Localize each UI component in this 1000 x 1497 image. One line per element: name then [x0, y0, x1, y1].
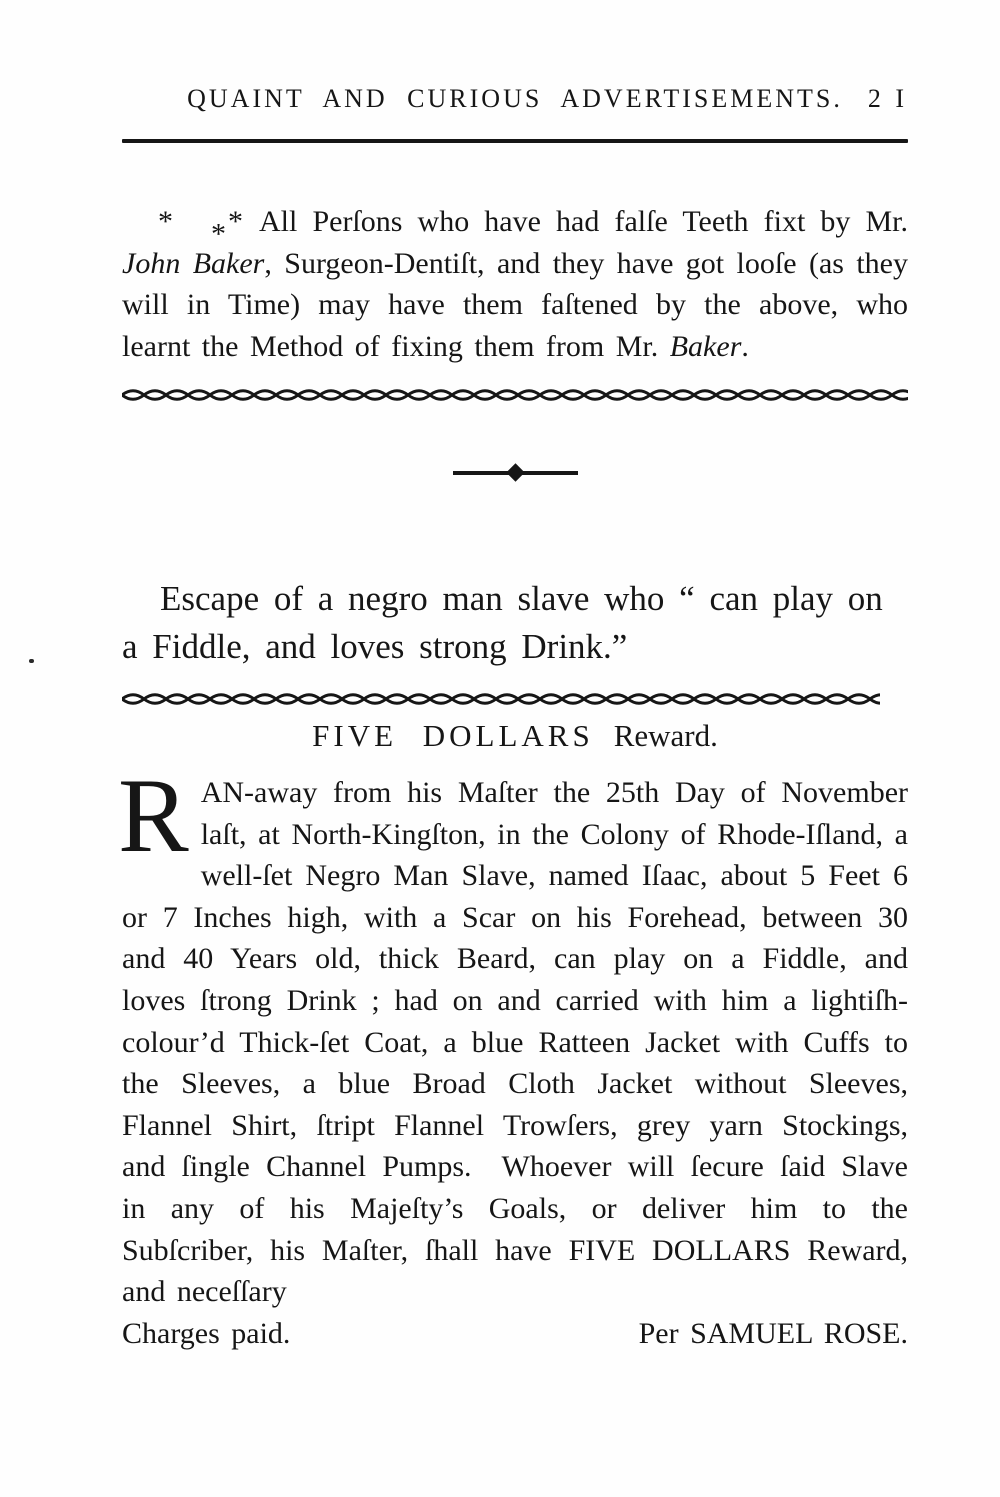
- notice-text: .: [741, 329, 749, 363]
- scan-speck: [29, 659, 34, 663]
- notice-name-john-baker: John Baker: [122, 246, 265, 280]
- reward-heading: [122, 718, 908, 754]
- running-head-title: QUAINT AND CURIOUS ADVERTISEMENTS.: [187, 84, 843, 113]
- charges-paid-text: Charges paid.: [122, 1316, 291, 1350]
- runaway-ad: [118, 757, 908, 1354]
- editorial-heading: Escape of a negro man slave who “ can play on a Fiddle, and loves strong Drink.”: [122, 579, 883, 666]
- dentist-notice-paragraph: [122, 201, 908, 367]
- page-number: 2 I: [867, 84, 908, 113]
- runaway-ad-paragraph: AN-away from his Maſter the 25th Day of November laſt, at North-Kingſton, in the Colony of Rhode-Iſland, a well-ſet Negro Man Slave, named Iſaac, about 5 Feet 6 or 7 Inches high, with a Scar on his Forehead, between 30 and 40 Years old, thick Beard, can play on a Fiddle, and loves ſtrong Drink ; had on and carried with him a lightiſh-colour’d Thick-ſet Coat, a blue Ratteen Jacket with Cuffs to the Sleeves, a blue Broad Cloth Jacket without Sleeves, Flannel Shirt, ſtript Flannel Trowſers, grey yarn Stockings, and ſingle Channel Pumps. Whoever will ſecure ſaid Slave in any of his Majeſty’s Goals, or deliver him to the Subſcriber, his Maſter, ſhall have FIVE DOLLARS Reward, and neceſſary: [122, 776, 908, 1309]
- header-rule: [122, 139, 908, 143]
- notice-text: , Surgeon-Dentiſt, and they have got looſe (as they will in Time) may have them faſtened by the above, who learnt the Method of fixing them from Mr.: [122, 246, 909, 363]
- notice-text: All Perſons who have had falſe Teeth fixt by Mr.: [259, 205, 908, 238]
- ad-closing-line: [122, 1313, 908, 1355]
- diamond-icon: [506, 463, 524, 481]
- reward-amount: FIVE DOLLARS: [312, 718, 594, 753]
- ornament-left-bar: [453, 471, 511, 475]
- braid-divider-top: [122, 386, 908, 404]
- ornament-right-bar: [520, 471, 578, 475]
- signature-text: Per SAMUEL ROSE.: [638, 1316, 908, 1350]
- notice-name-baker: Baker: [669, 329, 742, 363]
- drop-cap: R: [118, 757, 189, 874]
- running-head: [122, 84, 908, 114]
- diamond-rule-ornament: [122, 466, 908, 479]
- reward-suffix: Reward.: [613, 718, 718, 753]
- asterism-mark: * **: [158, 205, 245, 251]
- braid-divider-middle: [122, 690, 880, 708]
